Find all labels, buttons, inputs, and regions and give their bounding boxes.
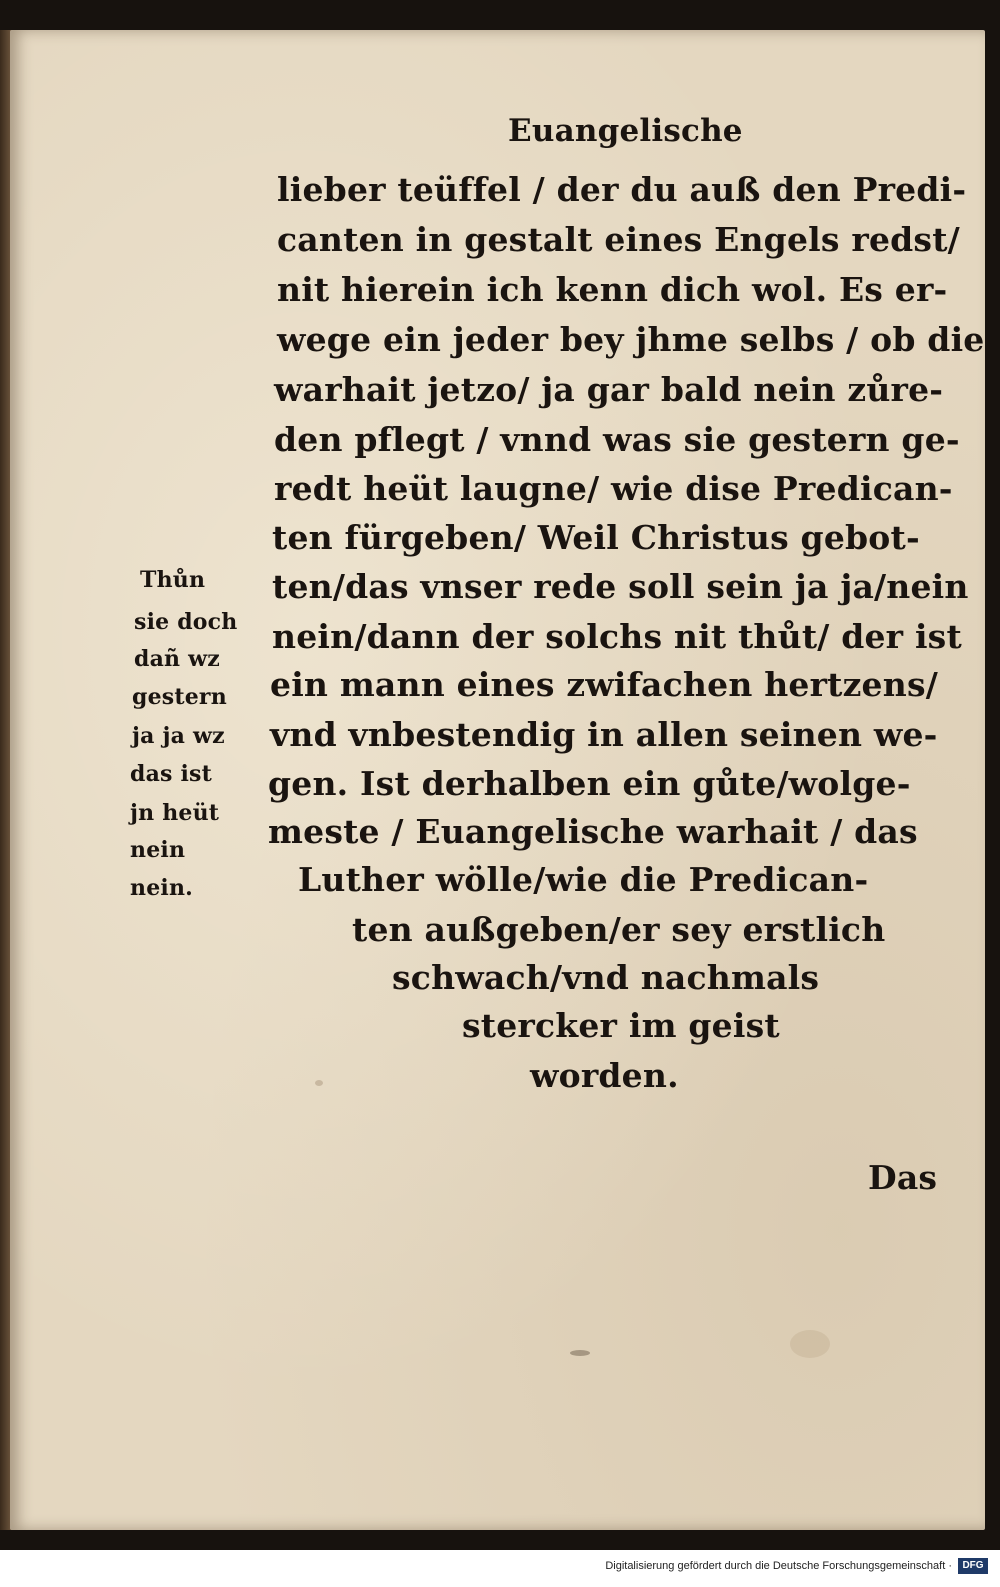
body-line: ten/das vnser rede soll sein ja ja/nein — [272, 567, 969, 606]
body-line: wege ein jeder bey jhme selbs / ob die — [277, 320, 985, 359]
body-line: den pflegt / vnnd was sie gestern ge- — [274, 420, 960, 459]
body-line: stercker im geist — [462, 1006, 780, 1045]
running-head: Euangelische — [508, 113, 743, 149]
margin-note-line: das ist — [130, 761, 212, 787]
paper-stain — [570, 1350, 590, 1356]
margin-note-line: ja ja wz — [132, 723, 225, 749]
funding-credit: Digitalisierung gefördert durch die Deutsche Forschungsgemeinschaft · — [605, 1560, 952, 1572]
body-line: canten in gestalt eines Engels redst/ — [277, 220, 960, 259]
body-line: ein mann eines zwifachen hertzens/ — [270, 665, 938, 704]
body-line: worden. — [530, 1056, 679, 1095]
margin-note-line: sie doch — [134, 609, 238, 635]
footer-bar — [0, 1550, 1000, 1587]
body-line: vnd vnbestendig in allen seinen we- — [270, 715, 938, 754]
body-line: lieber teüffel / der du auß den Predi- — [277, 170, 967, 209]
body-line: schwach/vnd nachmals — [392, 958, 820, 997]
body-line: ten außgeben/er sey erstlich — [352, 910, 886, 949]
body-line: gen. Ist derhalben ein gůte/wolge- — [268, 764, 911, 803]
margin-note-line: jn heüt — [130, 800, 220, 826]
body-line: ten fürgeben/ Weil Christus gebot- — [272, 518, 920, 557]
margin-note-line: nein — [130, 837, 186, 863]
catchword: Das — [868, 1158, 938, 1197]
margin-note-line: dañ wz — [134, 646, 220, 672]
body-line: Luther wölle/wie die Predican- — [298, 860, 869, 899]
body-line: redt heüt laugne/ wie dise Predican- — [274, 469, 953, 508]
margin-note-line: nein. — [130, 875, 194, 901]
dfg-logo: DFG — [958, 1558, 988, 1574]
body-line: warhait jetzo/ ja gar bald nein zůre- — [274, 370, 944, 409]
paper-stain — [790, 1330, 830, 1358]
margin-note-line: Thůn — [140, 567, 206, 593]
margin-note-line: gestern — [132, 684, 227, 710]
body-line: nein/dann der solchs nit thůt/ der ist — [272, 617, 962, 656]
body-line: nit hierein ich kenn dich wol. Es er- — [277, 270, 948, 309]
body-line: meste / Euangelische warhait / das — [268, 812, 918, 851]
paper-stain — [315, 1080, 323, 1086]
